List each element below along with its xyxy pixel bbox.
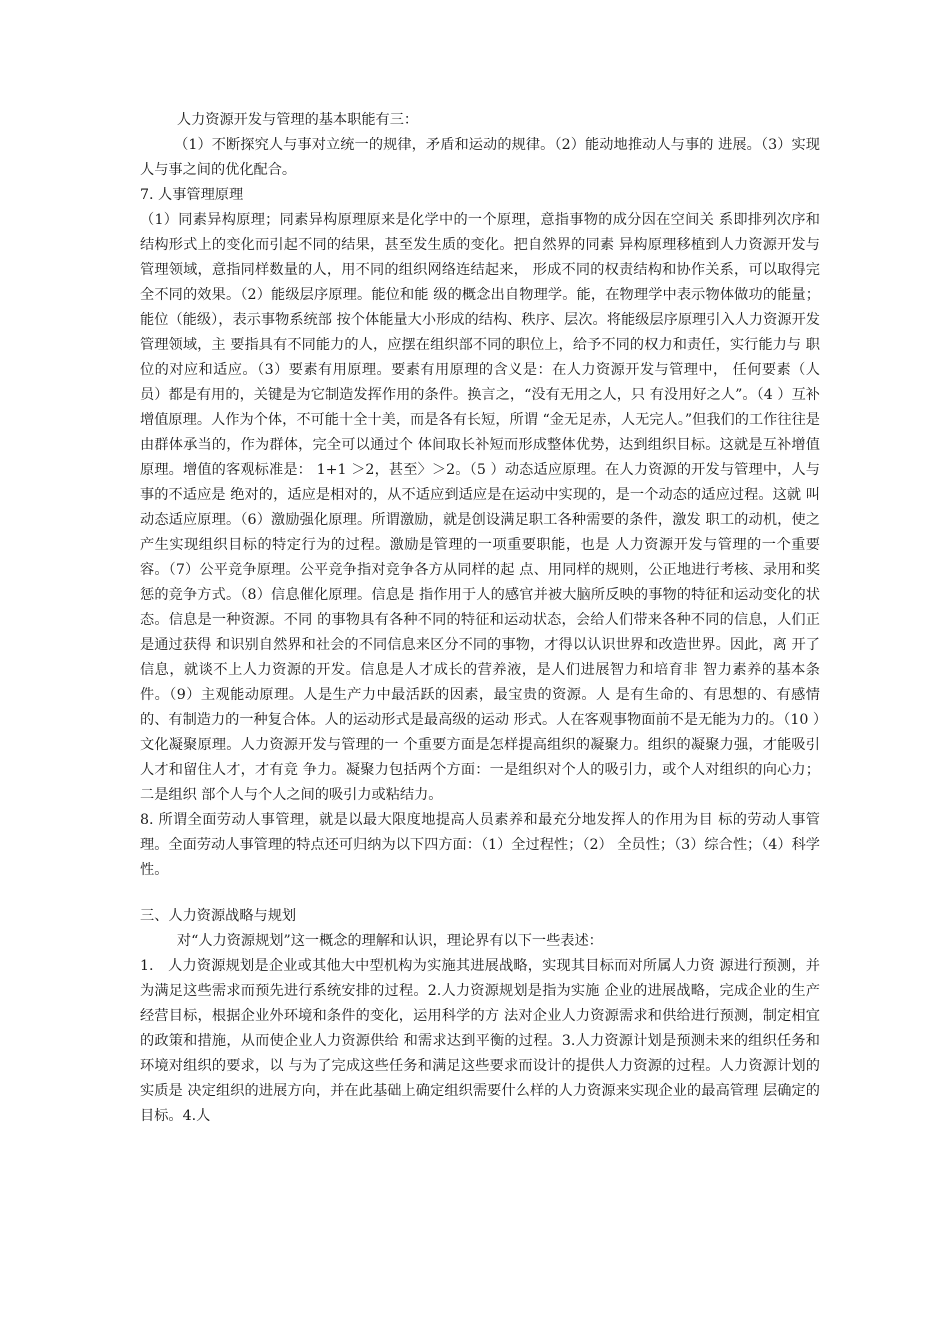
section-heading-3: 三、人力资源战略与规划	[140, 908, 297, 924]
paragraph-planning-definitions: 1. 人力资源规划是企业或其他大中型机构为实施其进展战略，实现其目标而对所属人力资 源进行预测，并为满足这些需求而预先进行系统安排的过程。2.人力资源规划是指为实施 企业的进展战略，完成企业的生产经营目标，根据企业外环境和条件的变化，运用科学的方 法对企业人力资源需求和供给进行预测，制定相宜的政策和措施，从而使企业人力资源供给 和需求达到平衡的过程。3.人力资源计划是预测未来的组织任务和环境对组织的要求，以 与为了完成这些任务和满足这些要求而设计的提供人力资源的过程。人力资源计划的实质是 决定组织的进展方向，并在此基础上确定组织需要什么样的人力资源来实现企业的最高管理 层确定的目标。4.人	[140, 958, 820, 1124]
paragraph-functions-intro: 人力资源开发与管理的基本职能有三：	[176, 112, 419, 128]
paragraph-gap	[140, 883, 820, 904]
paragraph-functions-list: （1）不断探究人与事对立统一的规律，矛盾和运动的规律。（2）能动地推动人与事的 进展。（3）实现人与事之间的优化配合。	[140, 137, 820, 178]
paragraph-item-8: 8. 所谓全面劳动人事管理，就是以最大限度地提高人员素养和最充分地发挥人的作用为目 标的劳动人事管理。全面劳动人事管理的特点还可归纳为以下四方面：（1）全过程性；（2） 全员性；（3）综合性；（4）科学性。	[140, 812, 820, 878]
paragraph-planning-intro: 对“人力资源规划”这一概念的理解和认识，理论界有以下一些表述：	[176, 933, 603, 949]
paragraph-principles: （1）同素异构原理；同素异构原理原来是化学中的一个原理，意指事物的成分因在空间关 系即排列次序和结构形式上的变化而引起不同的结果，甚至发生质的变化。把自然界的同素 异构原理移植到人力资源开发与管理领域，意指同样数量的人，用不同的组织网络连结起来， 形成不同的权责结构和协作关系，可以取得完全不同的效果。（2）能级层序原理。能位和能 级的概念出自物理学。能，在物理学中表示物体做功的能量；能位（能级），表示事物系统部 按个体能量大小形成的结构、秩序、层次。将能级层序原理引入人力资源开发管理领域，主 要指具有不同能力的人，应摆在组织部不同的职位上，给予不同的权力和责任，实行能力与 职位的对应和适应。（3）要素有用原理。要素有用原理的含义是：在人力资源开发与管理中， 任何要素（人员）都是有用的，关键是为它制造发挥作用的条件。换言之，“没有无用之人，只 有没用好之人”。（4 ）互补增值原理。人作为个体，不可能十全十美，而是各有长短，所谓 “金无足赤，人无完人。”但我们的工作往往是由群体承当的，作为群体，完全可以通过个 体间取长补短而形成整体优势，达到组织目标。这就是互补增值原理。增值的客观标准是： 1+1 ＞2，甚至〉＞2。（5 ）动态适应原理。在人力资源的开发与管理中，人与事的不适应是 绝对的，适应是相对的，从不适应到适应是在运动中实现的，是一个动态的适应过程。这就 叫动态适应原理。（6）激励强化原理。所谓激励，就是创设满足职工各种需要的条件，激发 职工的动机，使之产生实现组织目标的特定行为的过程。激励是管理的一项重要职能，也是 人力资源开发与管理的一个重要容。（7）公平竞争原理。公平竞争指对竞争各方从同样的起 点、用同样的规则，公正地进行考核、录用和奖惩的竞争方式。（8）信息催化原理。信息是 指作用于人的感官并被大脑所反映的事物的特征和运动变化的状态。信息是一种资源。不同 的事物具有各种不同的特征和运动状态，会给人们带来各种不同的信息，人们正是通过获得 和识别自然界和社会的不同信息来区分不同的事物，才得以认识世界和改造世界。因此，离 开了信息，就谈不上人力资源的开发。信息是人才成长的营养液，是人们进展智力和培育非 智力素养的基本条件。（9）主观能动原理。人是生产力中最活跃的因素，最宝贵的资源。人 是有生命的、有思想的、有感情的、有制造力的一种复合体。人的运动形式是最高级的运动 形式。人在客观事物面前不是无能为力的。（10 ）文化凝聚原理。人力资源开发与管理的一 个重要方面是怎样提高组织的凝聚力。组织的凝聚力强，才能吸引人才和留住人才，才有竞 争力。凝聚力包括两个方面：一是组织对个人的吸引力，或个人对组织的向心力；二是组织 部个人与个人之间的吸引力或粘结力。	[140, 212, 820, 803]
document-page	[140, 108, 820, 1129]
section-heading-7: 7. 人事管理原理	[140, 187, 244, 203]
